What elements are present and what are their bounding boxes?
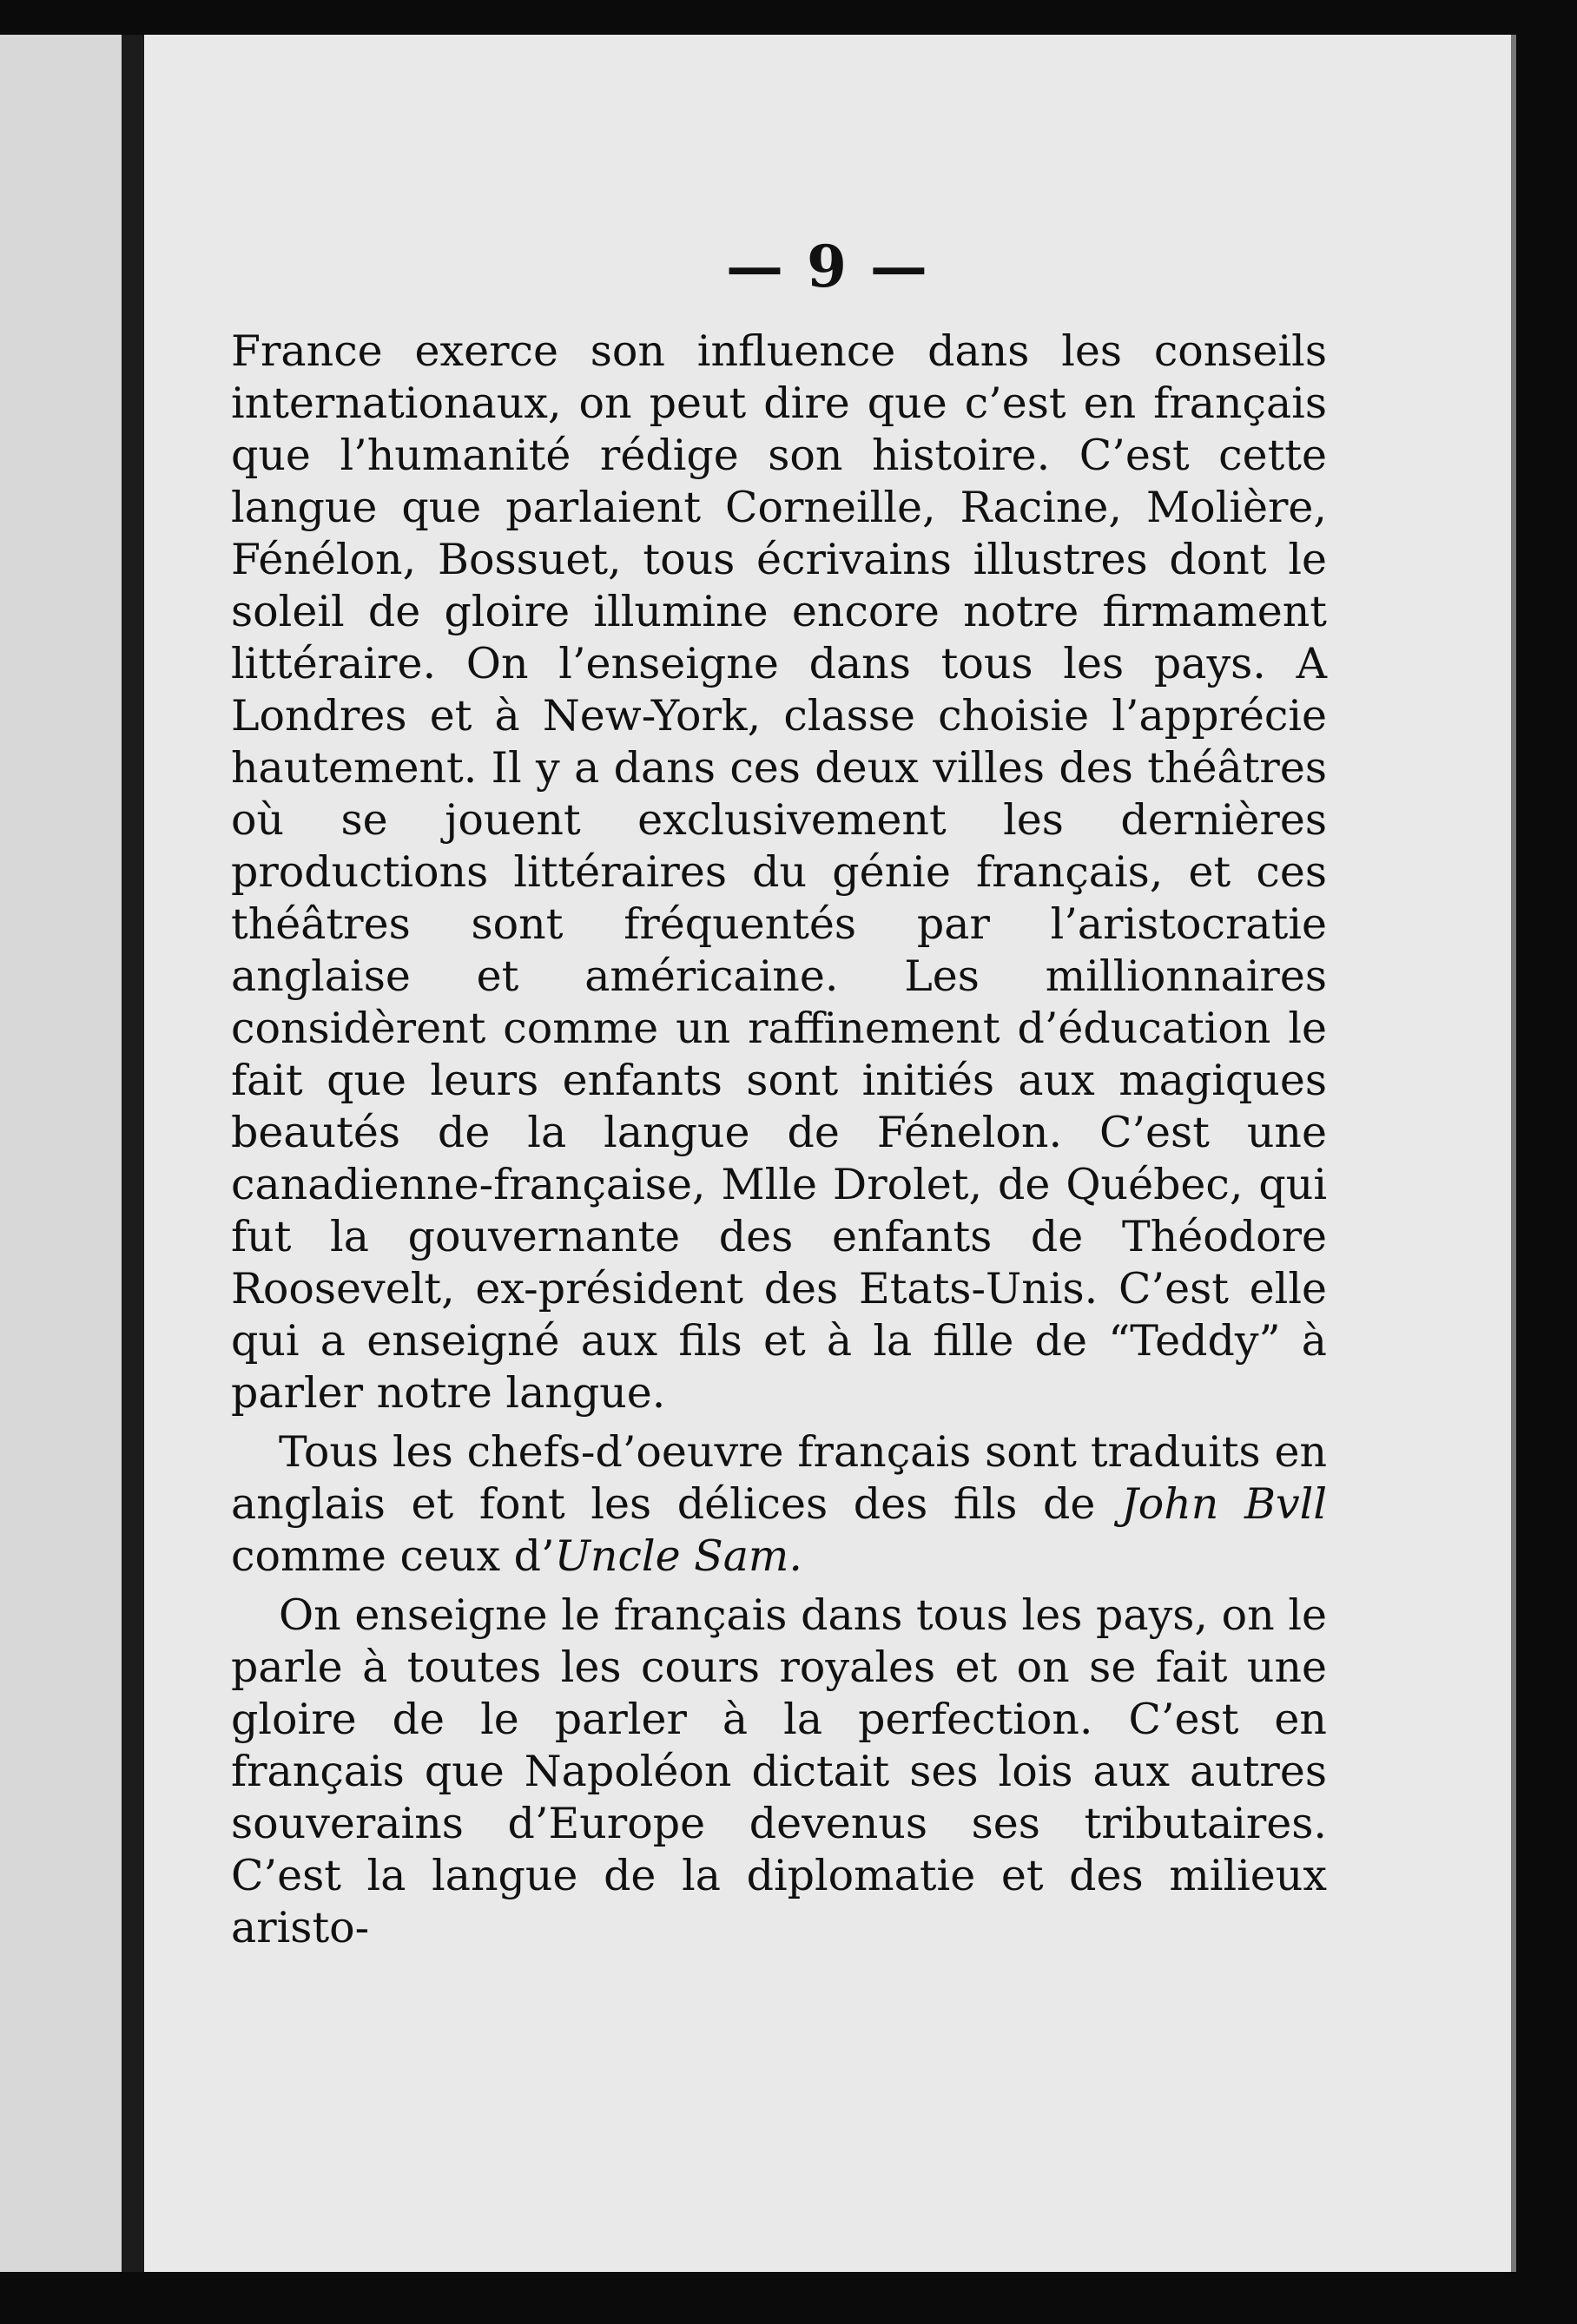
book-gutter [122,35,144,2272]
body-text [231,326,1327,1954]
paragraph-1: France exerce son influence dans les conseils internationaux, on peut dire que c’est en français que l’humanité rédige son histoire. C’est cette langue que parlaient Corneille, Racine, Molière, Fénélon, Bossuet, tous écrivains illustres dont le soleil de gloire illumine encore notre firmament littéraire. On l’enseigne dans tous les pays. A Londres et à New-York, classe choisie l’apprécie hautement. Il y a dans ces deux villes des théâtres où se jouent exclusivement les dernières productions littéraires du génie français, et ces théâtres sont fréquentés par l’aristocratie anglaise et américaine. Les millionnaires considèrent comme un raffinement d’éducation le fait que leurs enfants sont initiés aux magiques beautés de la langue de Fénelon. C’est une canadienne-française, Mlle Drolet, de Québec, qui fut la gouvernante des enfants de Théodore Roosevelt, ex-président des Etats-Unis. C’est elle qui a enseigné aux fils et à la fille de “Teddy” à parler notre langue. [231,326,1327,1418]
paragraph-2-text-b: comme ceux d’ [231,1531,555,1581]
paragraph-2-text-a: Tous les chefs-d’oeuvre français sont traduits en anglais et font les délices des fils de [231,1427,1327,1529]
paragraph-2 [231,1426,1327,1583]
page-number: — 9 — [726,233,929,300]
paragraph-2-italic-john-bull: John Bvll [1121,1479,1327,1529]
paragraph-3: On enseigne le français dans tous les pays, on le parle à toutes les cours royales et on se fait une gloire de le parler à la perfection. C’est en français que Napoléon dictait ses lois aux autres souverains d’Europe devenus ses tributaires. C’est la langue de la diplomatie et des milieux aristo- [231,1590,1327,1952]
facing-page-edge [0,35,122,2272]
paragraph-2-italic-uncle-sam: Uncle Sam. [554,1531,802,1581]
